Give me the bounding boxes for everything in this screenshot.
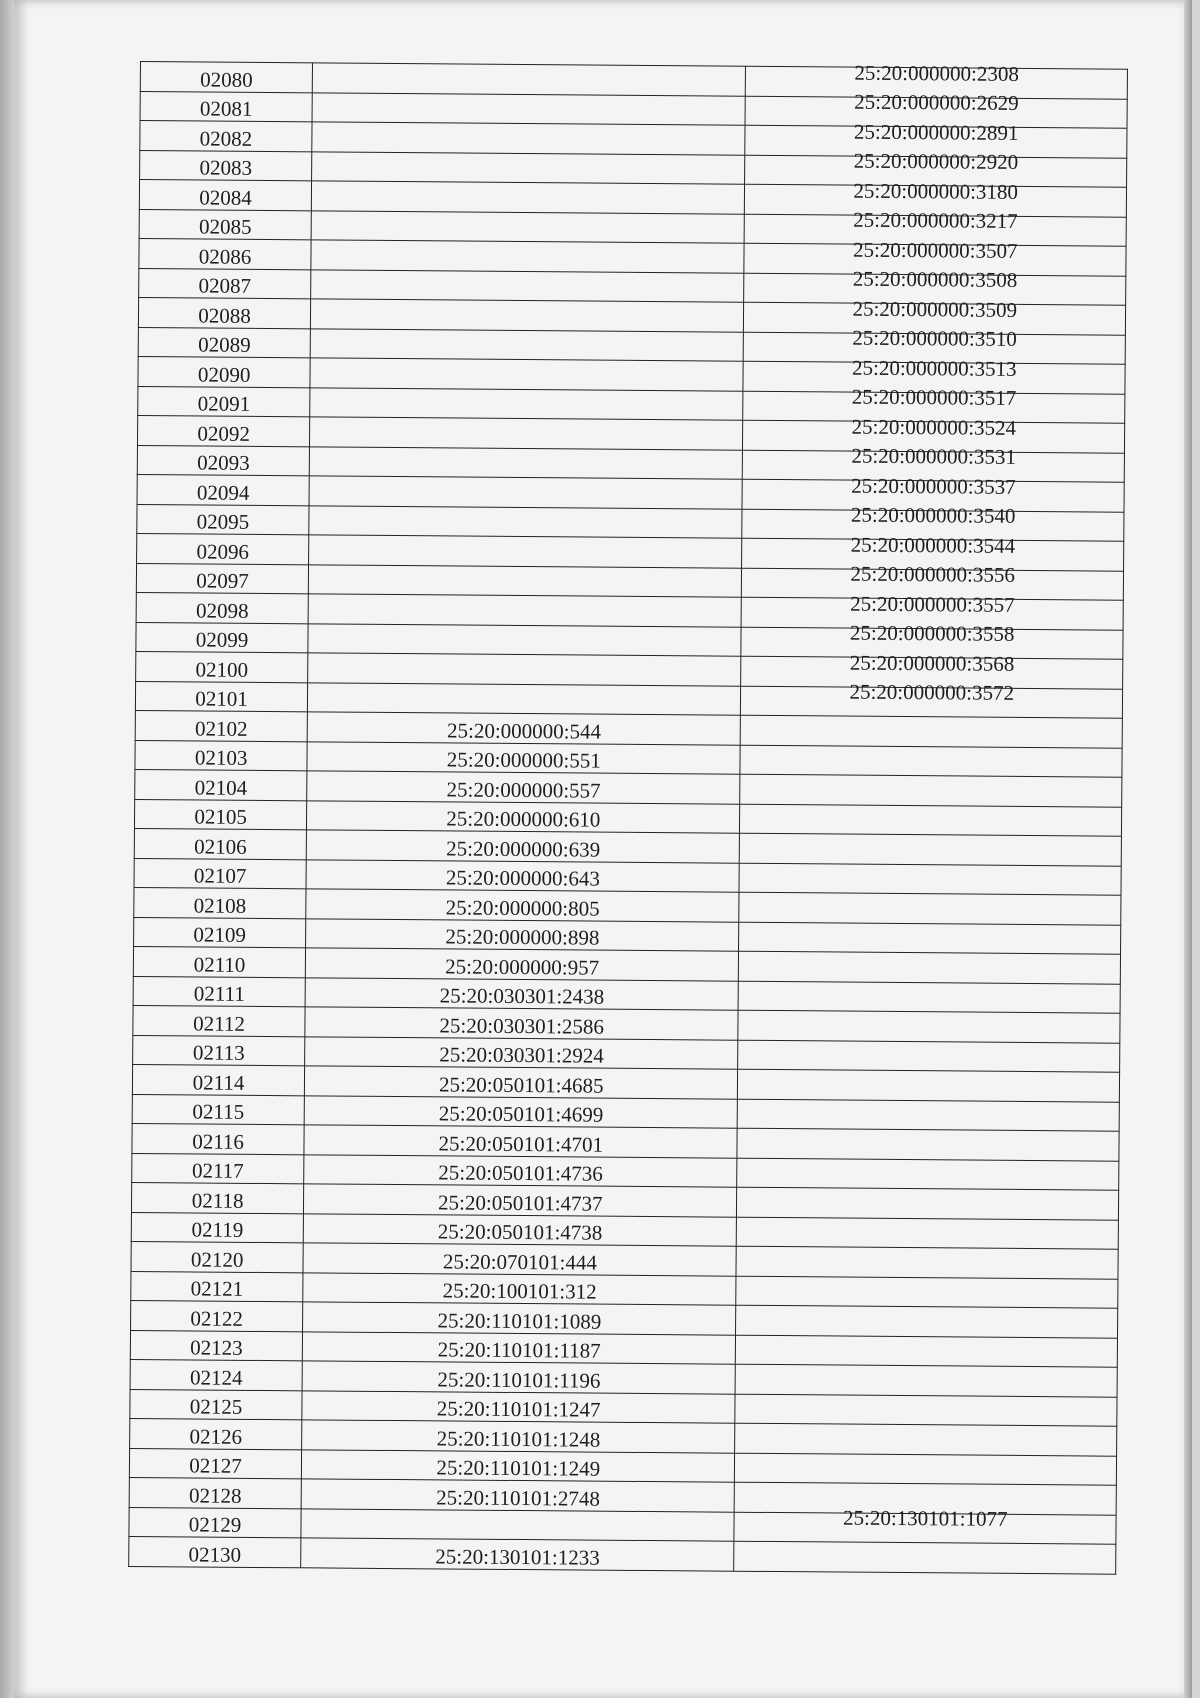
page-edge-right <box>1184 0 1192 1698</box>
cadastral-number-alt-text: 25:20:130101:1077 <box>842 1505 1008 1531</box>
cadastral-number-cell <box>310 417 743 450</box>
row-number-cell: 02108 <box>134 887 306 918</box>
row-number-cell: 02115 <box>132 1094 304 1125</box>
row-number-cell: 02087 <box>139 268 311 299</box>
cadastral-number-alt-cell <box>741 679 1123 718</box>
cadastral-number-cell <box>308 682 741 715</box>
cadastral-number-cell <box>311 210 744 243</box>
row-number-cell: 02127 <box>129 1448 301 1479</box>
cadastral-number-alt-cell <box>740 804 1122 836</box>
row-number-cell: 02080 <box>140 62 312 93</box>
cadastral-number-cell: 25:20:050101:4737 <box>304 1184 737 1217</box>
cadastral-number-cell <box>309 564 742 597</box>
row-number-cell: 02113 <box>133 1035 305 1066</box>
row-number-cell: 02112 <box>133 1005 305 1036</box>
row-number-cell: 02102 <box>135 710 307 741</box>
cadastral-number-alt-text: 25:20:000000:3537 <box>851 473 1016 499</box>
cadastral-number-alt-text: 25:20:000000:3180 <box>853 178 1019 204</box>
cadastral-number-alt-cell <box>734 1505 1116 1544</box>
cadastral-number-cell <box>308 653 741 686</box>
row-number-cell: 02099 <box>136 622 308 653</box>
cadastral-number-alt-cell <box>738 1099 1120 1131</box>
cadastral-number-cell <box>311 269 744 302</box>
cadastral-number-alt-text: 25:20:000000:2920 <box>853 148 1019 174</box>
cadastral-number-alt-text: 25:20:000000:3558 <box>849 620 1015 646</box>
cadastral-number-cell <box>301 1508 734 1541</box>
row-number-cell: 02118 <box>131 1182 303 1213</box>
cadastral-number-cell <box>312 63 745 96</box>
cadastral-number-cell <box>310 358 743 391</box>
cadastral-number-alt-text: 25:20:000000:3513 <box>851 355 1017 381</box>
cadastral-number-cell <box>309 476 742 509</box>
row-number-cell: 02130 <box>129 1536 301 1567</box>
cadastral-number-alt-text: 25:20:000000:3556 <box>850 561 1016 587</box>
row-number-cell: 02109 <box>134 917 306 948</box>
cadastral-number-alt-text: 25:20:000000:3217 <box>853 207 1018 233</box>
row-number-cell: 02098 <box>136 592 308 623</box>
cadastral-number-alt-text: 25:20:000000:2629 <box>854 89 1019 115</box>
cadastral-number-cell: 25:20:050101:4685 <box>305 1066 738 1099</box>
row-number-cell: 02096 <box>137 533 309 564</box>
row-number-cell: 02092 <box>137 415 309 446</box>
cadastral-number-alt-text: 25:20:000000:3524 <box>851 414 1017 440</box>
cadastral-number-cell: 25:20:050101:4701 <box>304 1125 737 1158</box>
cadastral-number-alt-cell <box>736 1335 1118 1367</box>
row-number-cell: 02128 <box>129 1477 301 1508</box>
cadastral-number-alt-cell <box>739 922 1121 954</box>
row-number-cell: 02107 <box>134 858 306 889</box>
cadastral-number-cell: 25:20:030301:2924 <box>305 1036 738 1069</box>
cadastral-number-alt-text: 25:20:000000:3568 <box>849 650 1015 676</box>
cadastral-number-alt-text: 25:20:000000:3507 <box>852 237 1018 263</box>
row-number-cell: 02100 <box>136 651 308 682</box>
cadastral-number-alt-cell <box>737 1187 1119 1219</box>
cadastral-number-alt-cell <box>739 863 1121 895</box>
row-number-cell: 02110 <box>133 946 305 977</box>
row-number-cell: 02117 <box>132 1153 304 1184</box>
cadastral-number-cell: 25:20:110101:1247 <box>302 1390 735 1423</box>
cadastral-number-alt-cell <box>735 1394 1117 1426</box>
row-number-cell: 02121 <box>131 1271 303 1302</box>
cadastral-number-alt-cell <box>736 1246 1118 1278</box>
cadastral-number-cell: 25:20:110101:1249 <box>302 1449 735 1482</box>
row-number-cell: 02090 <box>138 356 310 387</box>
cadastral-number-alt-text: 25:20:000000:3509 <box>852 296 1018 322</box>
row-number-cell: 02114 <box>132 1064 304 1095</box>
row-number-cell: 02084 <box>139 180 311 211</box>
row-number-cell: 02086 <box>139 238 311 269</box>
cadastral-number-cell: 25:20:000000:805 <box>306 889 739 922</box>
cadastral-table <box>128 61 1128 1574</box>
cadastral-number-alt-cell <box>736 1305 1118 1337</box>
cadastral-number-alt-cell <box>734 1541 1116 1573</box>
row-number-cell: 02104 <box>135 769 307 800</box>
cadastral-number-cell: 25:20:000000:639 <box>306 830 739 863</box>
cadastral-number-cell: 25:20:070101:444 <box>303 1243 736 1276</box>
cadastral-number-cell: 25:20:110101:1187 <box>302 1331 735 1364</box>
cadastral-number-cell <box>308 623 741 656</box>
row-number-cell: 02122 <box>131 1300 303 1331</box>
cadastral-number-cell <box>310 328 743 361</box>
cadastral-number-alt-cell <box>739 892 1121 924</box>
cadastral-number-cell: 25:20:030301:2586 <box>305 1007 738 1040</box>
cadastral-number-alt-cell <box>738 1010 1120 1042</box>
row-number-cell: 02103 <box>135 740 307 771</box>
row-number-cell: 02095 <box>137 504 309 535</box>
row-number-cell: 02124 <box>130 1359 302 1390</box>
cadastral-number-cell <box>310 387 743 420</box>
row-number-cell: 02105 <box>134 799 306 830</box>
cadastral-number-cell: 25:20:110101:2748 <box>301 1479 734 1512</box>
cadastral-number-cell: 25:20:110101:1248 <box>302 1420 735 1453</box>
cadastral-number-alt-text: 25:20:000000:2891 <box>853 119 1019 145</box>
row-number-cell: 02097 <box>136 563 308 594</box>
row-number-cell: 02089 <box>138 327 310 358</box>
cadastral-table-body <box>129 62 1128 1574</box>
cadastral-number-alt-text: 25:20:000000:3557 <box>850 591 1015 617</box>
cadastral-number-alt-cell <box>738 981 1120 1013</box>
row-number-cell: 02085 <box>139 209 311 240</box>
cadastral-number-alt-cell <box>737 1128 1119 1160</box>
row-number-cell: 02120 <box>131 1241 303 1272</box>
cadastral-number-alt-cell <box>740 745 1122 777</box>
cadastral-number-cell <box>308 594 741 627</box>
cadastral-number-alt-cell <box>738 1040 1120 1072</box>
cadastral-number-alt-cell <box>740 774 1122 806</box>
cadastral-number-cell: 25:20:000000:957 <box>306 948 739 981</box>
cadastral-number-cell <box>312 181 745 214</box>
cadastral-number-alt-cell <box>739 951 1121 983</box>
row-number-cell: 02123 <box>130 1330 302 1361</box>
cadastral-number-cell: 25:20:000000:557 <box>307 771 740 804</box>
row-number-cell: 02101 <box>135 681 307 712</box>
cadastral-number-cell: 25:20:050101:4738 <box>303 1213 736 1246</box>
cadastral-number-cell <box>309 505 742 538</box>
cadastral-number-cell <box>309 446 742 479</box>
cadastral-number-cell: 25:20:050101:4736 <box>304 1154 737 1187</box>
cadastral-number-cell <box>309 535 742 568</box>
cadastral-number-cell: 25:20:110101:1089 <box>303 1302 736 1335</box>
row-number-cell: 02125 <box>130 1389 302 1420</box>
cadastral-number-cell <box>312 122 745 155</box>
cadastral-number-alt-cell <box>735 1453 1117 1485</box>
cadastral-number-cell: 25:20:000000:610 <box>307 800 740 833</box>
cadastral-number-alt-text: 25:20:000000:3544 <box>850 532 1016 558</box>
cadastral-number-alt-cell <box>736 1276 1118 1308</box>
cadastral-number-alt-cell <box>737 1158 1119 1190</box>
cadastral-number-alt-cell <box>735 1364 1117 1396</box>
row-number-cell: 02081 <box>140 91 312 122</box>
cadastral-number-alt-cell <box>735 1423 1117 1455</box>
row-number-cell: 02093 <box>137 445 309 476</box>
cadastral-number-cell: 25:20:130101:1233 <box>301 1538 734 1571</box>
cadastral-number-cell <box>312 92 745 125</box>
cadastral-number-cell: 25:20:050101:4699 <box>304 1095 737 1128</box>
cadastral-number-alt-text: 25:20:000000:3508 <box>852 266 1018 292</box>
cadastral-number-alt-text: 25:20:000000:3540 <box>850 502 1016 528</box>
cadastral-number-alt-cell <box>737 1217 1119 1249</box>
row-number-cell: 02106 <box>134 828 306 859</box>
row-number-cell: 02129 <box>129 1507 301 1538</box>
cadastral-number-cell <box>311 299 744 332</box>
row-number-cell: 02126 <box>130 1418 302 1449</box>
row-number-cell: 02082 <box>140 121 312 152</box>
cadastral-number-cell: 25:20:000000:643 <box>306 859 739 892</box>
cadastral-number-cell: 25:20:000000:544 <box>307 712 740 745</box>
row-number-cell: 02094 <box>137 474 309 505</box>
row-number-cell: 02083 <box>140 150 312 181</box>
cadastral-number-alt-text: 25:20:000000:3572 <box>849 679 1015 705</box>
row-number-cell: 02091 <box>138 386 310 417</box>
cadastral-number-cell <box>311 240 744 273</box>
row-number-cell: 02111 <box>133 976 305 1007</box>
cadastral-number-alt-cell <box>738 1069 1120 1101</box>
cadastral-number-alt-text: 25:20:000000:3531 <box>851 443 1016 469</box>
cadastral-number-cell: 25:20:100101:312 <box>303 1272 736 1305</box>
cadastral-number-alt-text: 25:20:000000:3510 <box>852 325 1017 351</box>
cadastral-number-cell <box>312 151 745 184</box>
cadastral-number-cell: 25:20:110101:1196 <box>302 1361 735 1394</box>
cadastral-number-cell: 25:20:030301:2438 <box>305 977 738 1010</box>
cadastral-number-alt-cell <box>740 833 1122 865</box>
cadastral-number-alt-text: 25:20:000000:3517 <box>851 384 1017 410</box>
page-edge-left <box>0 0 14 1698</box>
row-number-cell: 02088 <box>138 297 310 328</box>
cadastral-number-alt-text: 25:20:000000:2308 <box>854 60 1019 86</box>
row-number-cell: 02116 <box>132 1123 304 1154</box>
cadastral-number-cell: 25:20:000000:551 <box>307 741 740 774</box>
cadastral-number-alt-cell <box>741 715 1123 747</box>
row-number-cell: 02119 <box>131 1212 303 1243</box>
cadastral-number-cell: 25:20:000000:898 <box>306 918 739 951</box>
